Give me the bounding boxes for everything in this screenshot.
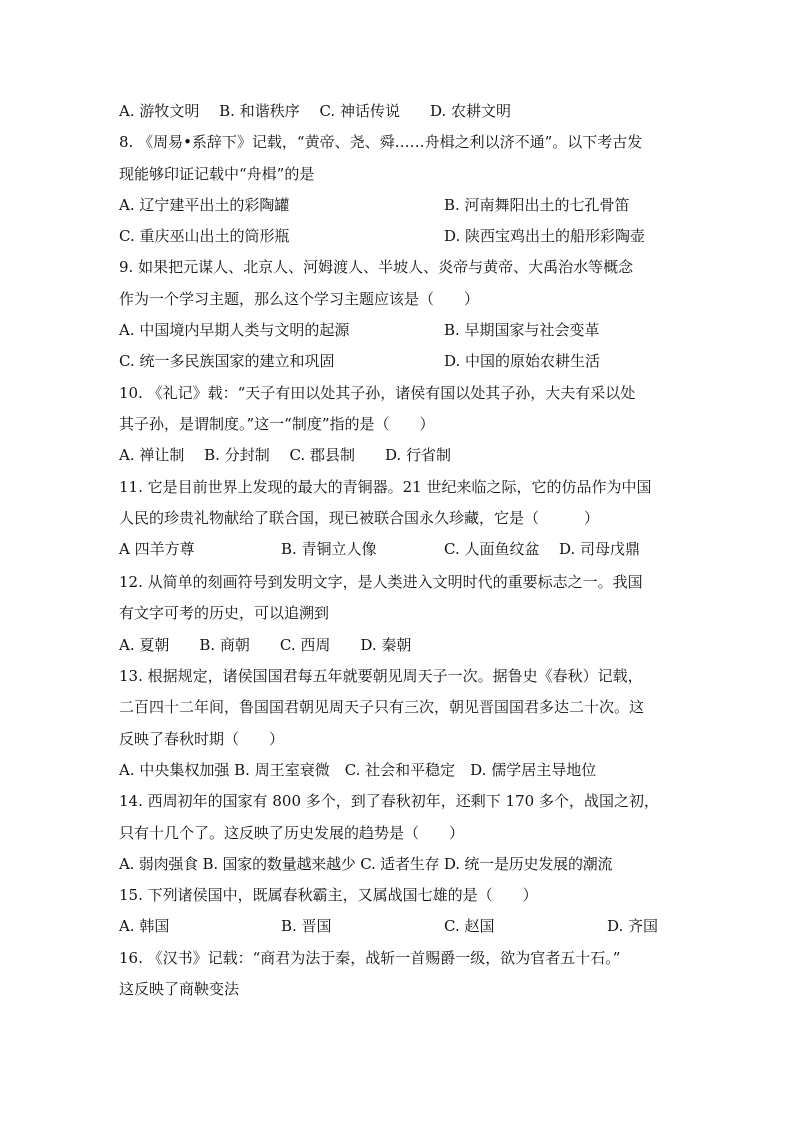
q13-options: A. 中央集权加强 B. 周王室衰微 C. 社会和平稳定 D. 儒学居主导地位 [119, 760, 597, 779]
q11-stem-line-1: 11. 它是目前世界上发现的最大的青铜器。21 世纪来临之际，它的仿品作为中国 [119, 477, 652, 496]
q11-options [119, 534, 679, 567]
q9-options-row-1 [119, 315, 679, 346]
q12-stem-line-2: 有文字可考的历史，可以追溯到 [119, 604, 330, 623]
q8-option-c: C. 重庆巫山出土的筒形瓶 [119, 227, 290, 246]
q8-options-row-2 [119, 221, 679, 252]
q13-stem-line-1: 13. 根据规定，诸侯国国君每五年就要朝见周天子一次。据鲁史《春秋）记载， [119, 667, 643, 686]
q14-options: A. 弱肉强食 B. 国家的数量越来越少 C. 适者生存 D. 统一是历史发展的潮流 [119, 854, 613, 873]
q12-stem-line-1: 12. 从简单的刻画符号到发明文字，是人类进入文明时代的重要标志之一。我国 [119, 573, 643, 592]
q16-stem-line-2: 这反映了商鞅变法 [119, 980, 240, 999]
q15-options [119, 911, 679, 942]
q16-stem-line-1: 16. 《汉书》记载：“商君为法于秦，战斩一首赐爵一级，欲为官者五十石。” [119, 948, 621, 967]
q14-stem-line-1: 14. 西周初年的国家有 800 多个，到了春秋初年，还剩下 170 多个，战国之初， [119, 792, 659, 811]
q11-option-d: D. 司母戊鼎 [559, 540, 641, 559]
q11-option-c: C. 人面鱼纹盆 [444, 540, 540, 559]
q9-stem-line-1: 9. 如果把元谋人、北京人、河姆渡人、半坡人、炎帝与黄帝、大禹治水等概念 [119, 258, 634, 277]
q8-options-row-1 [119, 190, 679, 221]
q9-options-row-2 [119, 346, 679, 377]
q12-options: A. 夏朝 B. 商朝 C. 西周 D. 秦朝 [119, 635, 412, 654]
q10-stem-line-2: 其子孙，是谓制度。”这一“制度”指的是（ ） [119, 414, 435, 433]
q8-option-d: D. 陕西宝鸡出土的船形彩陶壶 [444, 227, 646, 246]
q13-stem-line-3: 反映了春秋时期（ ） [119, 729, 285, 748]
q9-option-d: D. 中国的原始农耕生活 [444, 352, 601, 371]
q15-option-c: C. 赵国 [444, 917, 495, 936]
q8-stem-line-2: 现能够印证记载中“舟楫”的是 [119, 164, 315, 183]
q15-option-b: B. 晋国 [281, 917, 332, 936]
q8-option-a: A. 辽宁建平出土的彩陶罐 [119, 195, 290, 214]
q14-stem-line-2: 只有十几个了。这反映了历史发展的趋势是（ ） [119, 823, 465, 842]
q8-option-b: B. 河南舞阳出土的七孔骨笛 [444, 195, 630, 214]
q11-option-a: A 四羊方尊 [119, 540, 195, 559]
exam-page [119, 96, 679, 1005]
q15-stem-line-1: 15. 下列诸侯国中，既属春秋霸主，又属战国七雄的是（ ） [119, 886, 538, 905]
q10-stem-line-1: 10. 《礼记》载：“天子有田以处其子孙，诸侯有国以处其子孙，大夫有采以处 [119, 383, 636, 402]
q8-stem-line-1: 8. 《周易•系辞下》记载，“黄帝、尧、舜……舟楫之利以济不通”。以下考古发 [119, 133, 643, 152]
q13-stem-line-2: 二百四十二年间，鲁国国君朝见周天子只有三次，朝见晋国国君多达二十次。这 [119, 698, 645, 717]
q9-option-c: C. 统一多民族国家的建立和巩固 [119, 352, 335, 371]
q7-options: A. 游牧文明 B. 和谐秩序 C. 神话传说 D. 农耕文明 [119, 102, 511, 120]
q9-option-b: B. 早期国家与社会变革 [444, 321, 600, 340]
q11-stem-line-2: 人民的珍贵礼物献给了联合国，现已被联合国永久珍藏，它是（ ） [119, 508, 600, 527]
q10-options: A. 禅让制 B. 分封制 C. 郡县制 D. 行省制 [119, 446, 451, 465]
q9-option-a: A. 中国境内早期人类与文明的起源 [119, 321, 350, 340]
q15-option-a: A. 韩国 [119, 917, 170, 936]
q11-option-b: B. 青铜立人像 [281, 540, 377, 559]
q15-option-d: D. 齐国 [607, 917, 659, 936]
q9-stem-line-2: 作为一个学习主题，那么这个学习主题应该是（ ） [119, 289, 480, 308]
